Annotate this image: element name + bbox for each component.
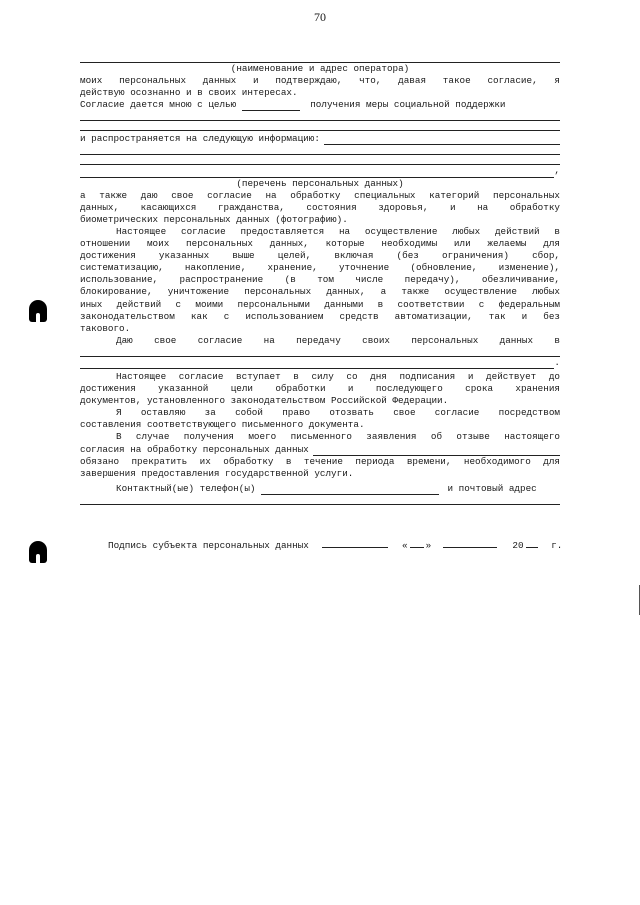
withdraw-row (80, 444, 560, 456)
info-row (80, 133, 560, 145)
transfer-end: . (554, 356, 560, 368)
withdraw-line: обязано прекратить их обработку в течение периода времени, необходимого для (80, 455, 560, 467)
punch-hole-top (29, 300, 47, 322)
transfer-final-row (80, 357, 560, 369)
consent-paragraph-line: действую осознанно и в своих интересах. (80, 87, 298, 99)
phone-blank[interactable] (261, 485, 439, 495)
contact-row (80, 483, 560, 495)
actions-line: Настоящее согласие предоставляется на осуществление любых действий в (116, 225, 560, 237)
info-label: и распространяется на следующую информацию: (80, 133, 320, 145)
effect-line: Настоящее согласие вступает в силу со дня подписания и действует до (116, 370, 560, 382)
operator-name-blank[interactable] (313, 446, 560, 456)
revoke-line: Я оставляю за собой право отозвать свое согласие посредством (116, 407, 560, 419)
actions-line: блокирование, уничтожение персональных данных, а также осуществление любых (80, 286, 560, 298)
actions-line: законодательством как с использованием средств автоматизации, так и без (80, 310, 560, 322)
info-comma: , (554, 165, 560, 177)
info-line[interactable] (80, 168, 554, 178)
transfer-line: Даю свое согласие на передачу своих персональных данных в (116, 334, 560, 346)
effect-line: достижения указанной цели обработки и последующего срока хранения (80, 383, 560, 395)
data-list-caption: (перечень персональных данных) (236, 177, 404, 189)
actions-line: использование, распространение (в том числе передачу), обезличивание, (80, 274, 560, 286)
info-blank[interactable] (324, 135, 560, 145)
actions-line: иных действий с моими персональными данными в соответствии с федеральным (80, 298, 560, 310)
purpose-prefix: Согласие дается мною с целью (80, 99, 237, 111)
page-number: 70 (314, 10, 326, 24)
consent-paragraph-line: моих персональных данных и подтверждаю, что, давая такое согласие, я (80, 75, 560, 87)
year-prefix: 20 (512, 540, 524, 551)
actions-line: такового. (80, 322, 131, 334)
effect-line: документов, установленного законодательством Российской Федерации. (80, 395, 449, 407)
purpose-suffix: получения меры социальной поддержки (310, 99, 506, 111)
signature-label: Подпись субъекта персональных данных (108, 540, 309, 551)
year-blank[interactable] (526, 538, 538, 548)
transfer-blank-line[interactable] (80, 359, 554, 369)
consent-form-body (80, 62, 560, 505)
contact-suffix: и почтовый адрес (447, 482, 537, 494)
special-categories-line: биометрических персональных данных (фотографию). (80, 213, 348, 225)
operator-caption: (наименование и адрес оператора) (230, 63, 410, 74)
date-close-quote: » (425, 540, 432, 551)
address-blank-line[interactable] (80, 504, 560, 505)
purpose-continuation-line[interactable] (80, 120, 560, 121)
actions-line: достижения указанных выше целей, включая (без ограничения) сбор, (80, 250, 560, 262)
month-blank[interactable] (443, 538, 497, 548)
signature-blank[interactable] (322, 538, 388, 548)
withdraw-line: завершения предоставления государственной услуги. (80, 467, 354, 479)
purpose-blank[interactable] (242, 101, 300, 111)
punch-hole-bottom (29, 541, 47, 563)
withdraw-line: согласия на обработку персональных данных (80, 443, 309, 455)
year-suffix: г. (551, 540, 563, 551)
purpose-row (80, 99, 560, 111)
actions-line: отношении моих персональных данных, которые необходимы или желаемы для (80, 238, 560, 250)
info-final-row (80, 165, 560, 177)
day-blank[interactable] (410, 538, 424, 548)
revoke-line: составления соответствующего письменного документа. (80, 419, 365, 431)
info-line[interactable] (80, 154, 560, 155)
date-open-quote: « (402, 540, 408, 551)
signature-row (108, 538, 562, 551)
contact-label: Контактный(ые) телефон(ы) (116, 482, 256, 494)
actions-line: систематизацию, накопление, хранение, уточнение (обновление, изменение), (80, 262, 560, 274)
special-categories-line: а также даю свое согласие на обработку специальных категорий персональных (80, 189, 560, 201)
special-categories-line: данных, касающихся гражданства, состояния здоровья, и на обработку (80, 201, 560, 213)
purpose-continuation-line[interactable] (80, 130, 560, 131)
withdraw-line: В случае получения моего письменного заявления об отзыве настоящего (116, 431, 560, 443)
